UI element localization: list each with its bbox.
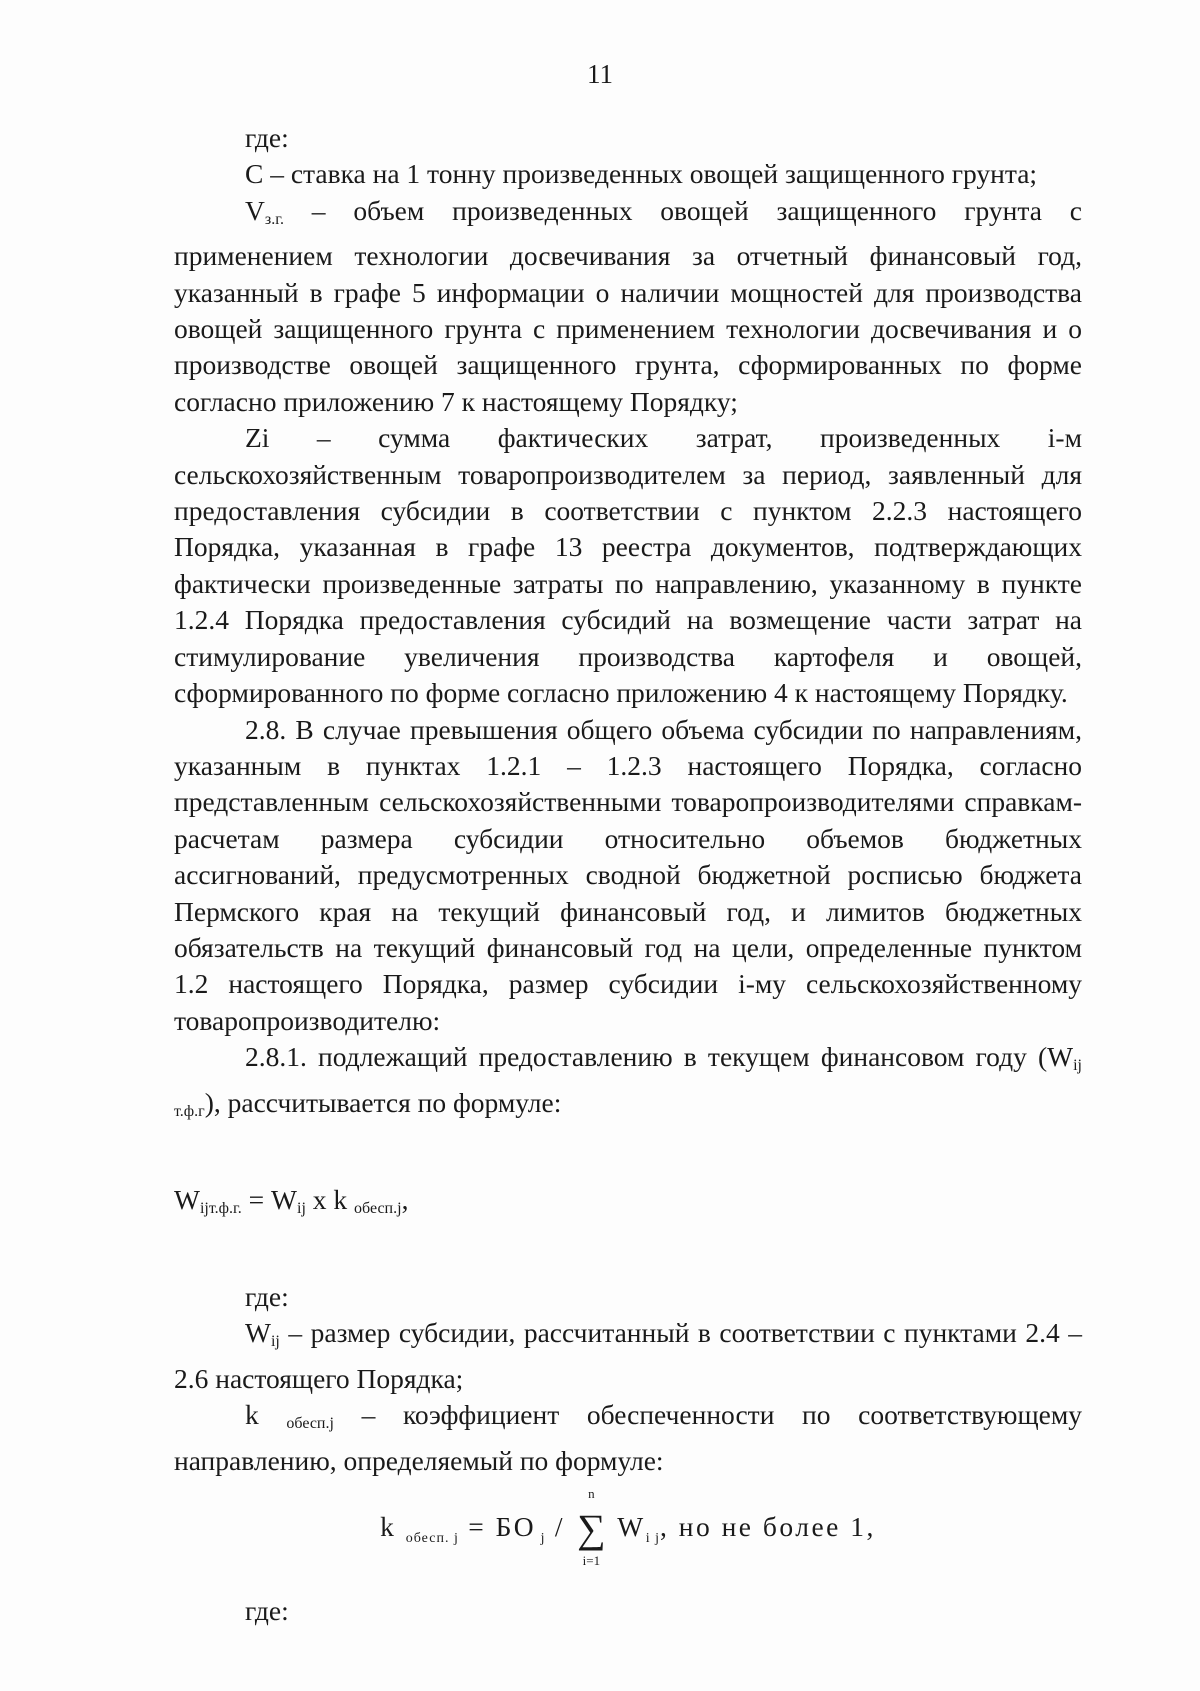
- symbol-wij-subscript: ij: [270, 1333, 280, 1351]
- formula-1-x: х k: [305, 1183, 355, 1215]
- definition-v: [174, 193, 1082, 420]
- formula-2-bo-sub: j: [536, 1531, 546, 1546]
- formula-1-k-sub: обесп.j: [354, 1199, 402, 1217]
- sum-sign: [576, 1486, 606, 1568]
- sigma-symbol: ∑: [577, 1506, 606, 1551]
- paragraph-2-8-1-end: ), рассчитывается по формуле:: [204, 1086, 562, 1118]
- definition-wij-text: – размер субсидии, рассчитанный в соответствии с пунктами 2.4 – 2.6 настоящего Порядка;: [174, 1317, 1082, 1394]
- where-label: где:: [245, 1280, 289, 1312]
- sum-lower-limit: i=1: [582, 1553, 601, 1568]
- formula-2-k-sub: обесп. j: [405, 1531, 459, 1546]
- spacer: [174, 1227, 1082, 1279]
- definition-wij: [174, 1315, 1082, 1397]
- paragraph-2-8-1: [174, 1039, 1082, 1130]
- spacer: [174, 1573, 1082, 1593]
- symbol-v-subscript: з.г.: [264, 210, 284, 228]
- symbol-v: V: [245, 194, 265, 226]
- formula-1-wij-sub: ij: [297, 1199, 306, 1217]
- formula-2-k: k: [380, 1511, 406, 1542]
- formula-1-w-sub: ijт.ф.г.: [199, 1199, 242, 1217]
- formula-2-slash: /: [545, 1511, 575, 1542]
- definition-c: С – ставка на 1 тонну произведенных овощей защищенного грунта;: [245, 158, 1038, 190]
- formula-2-w: W: [608, 1511, 646, 1542]
- formula-2-end: , но не более 1,: [659, 1511, 876, 1542]
- formula-w-current-year: [174, 1182, 1082, 1227]
- paragraph-2-8: 2.8. В случае превышения общего объема субсидии по направлениям, указанным в пунктах 1.2.1 – 1.2.3 настоящего Порядка, согласно представленным сельскохозяйственными товаропроизводителями справкам-расчетам размера субсидии относительно объемов бюджетных ассигнований, предусмотренных сводной бюджетной росписью бюджета Пермского края на текущий финансовый год, и лимитов бюджетных обязательств на текущий финансовый год на цели, определенные пунктом 1.2 настоящего Порядка, размер субсидии i-му сельскохозяйственному товаропроизводителю:: [174, 713, 1082, 1036]
- symbol-k: k: [245, 1399, 287, 1431]
- formula-1-w: W: [174, 1183, 200, 1215]
- formula-k-coefficient: [174, 1479, 1082, 1573]
- definition-v-text: – объем произведенных овощей защищенного грунта с применением технологии досвечивания за отчетный финансовый год, указанный в графе 5 информации о наличии мощностей для производства овощей защищенного грунта с применением технологии досвечивания и о производстве овощей защищенного грунта, сформированных по форме согласно приложению 7 к настоящему Порядку;: [174, 194, 1082, 417]
- definition-k-text: – коэффициент обеспеченности по соответствующему направлению, определяемый по формуле:: [174, 1399, 1083, 1476]
- sum-upper-limit: n: [588, 1486, 595, 1501]
- document-body: [174, 120, 1082, 1629]
- where-label: где:: [245, 122, 289, 153]
- formula-1-end: ,: [401, 1183, 409, 1215]
- paragraph-2-8-1-text: 2.8.1. подлежащий предоставлению в текущем финансовом году (W: [245, 1041, 1074, 1073]
- where-label: где:: [245, 1595, 289, 1626]
- formula-2-w-sub: i j: [645, 1531, 660, 1546]
- formula-2-eq: = БО: [458, 1511, 537, 1542]
- symbol-wij: W: [245, 1317, 271, 1349]
- page-number: 11: [587, 59, 613, 89]
- formula-1-eq: = W: [241, 1183, 297, 1215]
- symbol-k-subscript: обесп.j: [286, 1415, 334, 1433]
- spacer: [174, 1130, 1082, 1182]
- definition-k: [174, 1397, 1082, 1479]
- definition-zi: Zi – сумма фактических затрат, произведенных i-м сельскохозяйственным товаропроизводителем за период, заявленный для предоставления субсидии в соответствии с пунктом 2.2.3 настоящего Порядка, указанная в графе 13 реестра документов, подтверждающих фактически произведенные затраты по направлению, указанному в пункте 1.2.4 Порядка предоставления субсидий на возмещение части затрат на стимулирование увеличения производства картофеля и овощей, сформированного по форме согласно приложению 4 к настоящему Порядку.: [174, 422, 1082, 709]
- formula-2-inner: [380, 1486, 876, 1568]
- paragraph-2-8-1-subscript: ij т.ф.г: [174, 1057, 1082, 1120]
